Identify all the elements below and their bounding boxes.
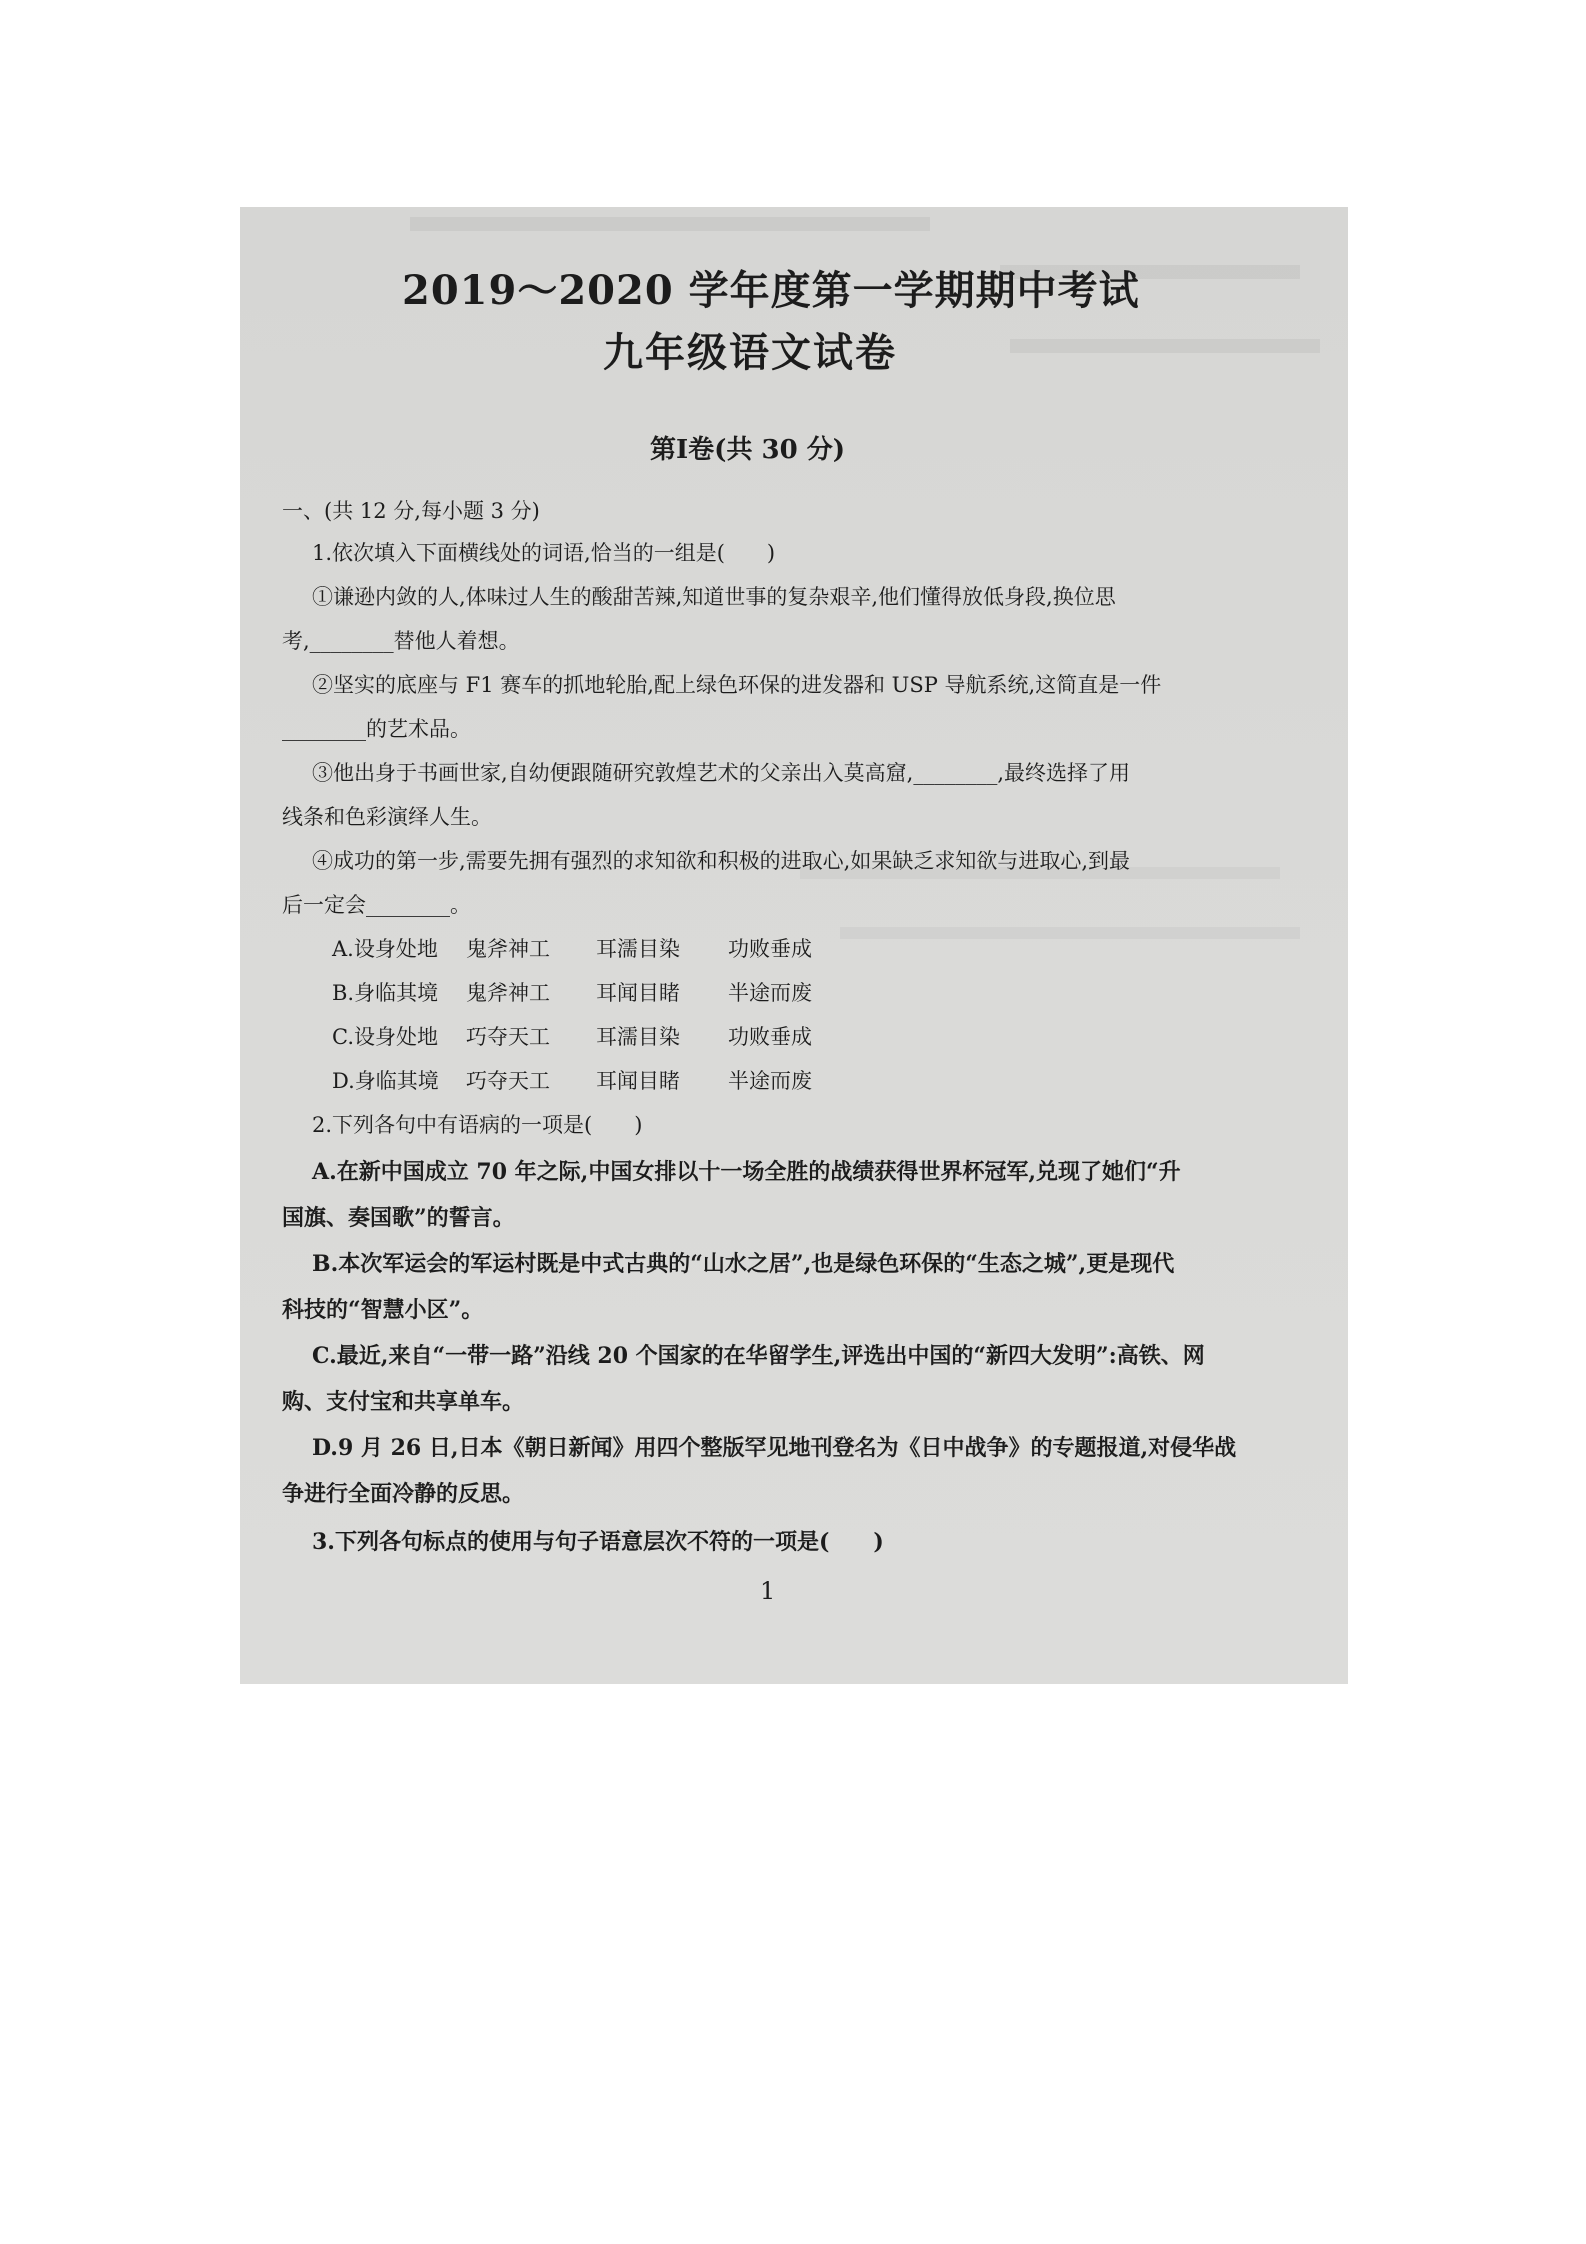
question-1-sentence-1-cont: 考,________替他人着想。 [282, 629, 520, 653]
exam-subtitle: 九年级语文试卷 [603, 329, 897, 376]
bleed-through-mark [840, 927, 1300, 939]
option-word: 鬼斧神工 [466, 937, 550, 961]
question-2-option-b: B.本次军运会的军运村既是中式古典的“山水之居”,也是绿色环保的“生态之城”,更是现代 [312, 1251, 1175, 1277]
question-2-option-a-cont: 国旗、奏国歌”的誓言。 [282, 1205, 515, 1231]
question-2-option-b-cont: 科技的“智慧小区”。 [282, 1297, 484, 1323]
option-word: 耳闻目睹 [596, 1069, 680, 1093]
question-2-option-d-cont: 争进行全面冷静的反思。 [282, 1481, 525, 1507]
option-word: C.设身处地 [332, 1025, 438, 1049]
question-2-option-d: D.9 月 26 日,日本《朝日新闻》用四个整版罕见地刊登名为《日中战争》的专题报道,对侵华战 [312, 1435, 1237, 1461]
question-1-sentence-1: ①谦逊内敛的人,体味过人生的酸甜苦辣,知道世事的复杂艰辛,他们懂得放低身段,换位思 [312, 585, 1116, 609]
question-2-option-c: C.最近,来自“一带一路”沿线 20 个国家的在华留学生,评选出中国的“新四大发明”:高铁、网 [312, 1343, 1205, 1369]
question-2-stem: 2.下列各句中有语病的一项是( ) [312, 1113, 643, 1137]
question-1-sentence-2: ②坚实的底座与 F1 赛车的抓地轮胎,配上绿色环保的进发器和 USP 导航系统,这简直是一件 [312, 673, 1162, 697]
question-1-option-a [332, 933, 812, 963]
option-word: 功败垂成 [728, 937, 812, 961]
question-1-sentence-3: ③他出身于书画世家,自幼便跟随研究敦煌艺术的父亲出入莫高窟,________,最终选择了用 [312, 761, 1131, 785]
scanned-exam-page [240, 207, 1348, 1684]
option-word: 耳濡目染 [596, 1025, 680, 1049]
question-1-sentence-4: ④成功的第一步,需要先拥有强烈的求知欲和积极的进取心,如果缺乏求知欲与进取心,到最 [312, 849, 1131, 873]
option-word: 巧夺天工 [466, 1025, 550, 1049]
exam-title: 2019～2020 学年度第一学期期中考试 [402, 267, 1140, 314]
question-2-option-a: A.在新中国成立 70 年之际,中国女排以十一场全胜的战绩获得世界杯冠军,兑现了她们“升 [312, 1159, 1181, 1185]
part-heading: 一、(共 12 分,每小题 3 分) [282, 499, 540, 523]
section-title: 第Ⅰ卷(共 30 分) [650, 435, 846, 465]
option-word: 耳濡目染 [596, 937, 680, 961]
question-1-option-c [332, 1021, 812, 1051]
option-word: 巧夺天工 [466, 1069, 550, 1093]
bleed-through-mark [410, 217, 930, 231]
option-word: 耳闻目睹 [596, 981, 680, 1005]
option-word: 鬼斧神工 [466, 981, 550, 1005]
option-word: B.身临其境 [332, 981, 439, 1005]
question-1-sentence-3-cont: 线条和色彩演绎人生。 [282, 805, 492, 829]
option-word: 半途而废 [728, 981, 812, 1005]
question-1-option-d [332, 1065, 812, 1095]
question-3-stem: 3.下列各句标点的使用与句子语意层次不符的一项是( ) [312, 1529, 884, 1555]
question-1-sentence-4-cont: 后一定会________。 [282, 893, 471, 917]
question-2-option-c-cont: 购、支付宝和共享单车。 [282, 1389, 525, 1415]
page-number: 1 [760, 1577, 776, 1605]
option-word: 半途而废 [728, 1069, 812, 1093]
question-1-option-b [332, 977, 812, 1007]
question-1-sentence-2-cont: ________的艺术品。 [282, 717, 471, 741]
bleed-through-mark [1010, 339, 1320, 353]
option-word: 功败垂成 [728, 1025, 812, 1049]
option-word: D.身临其境 [332, 1069, 439, 1093]
question-1-stem: 1.依次填入下面横线处的词语,恰当的一组是( ) [312, 541, 776, 565]
option-word: A.设身处地 [332, 937, 438, 961]
